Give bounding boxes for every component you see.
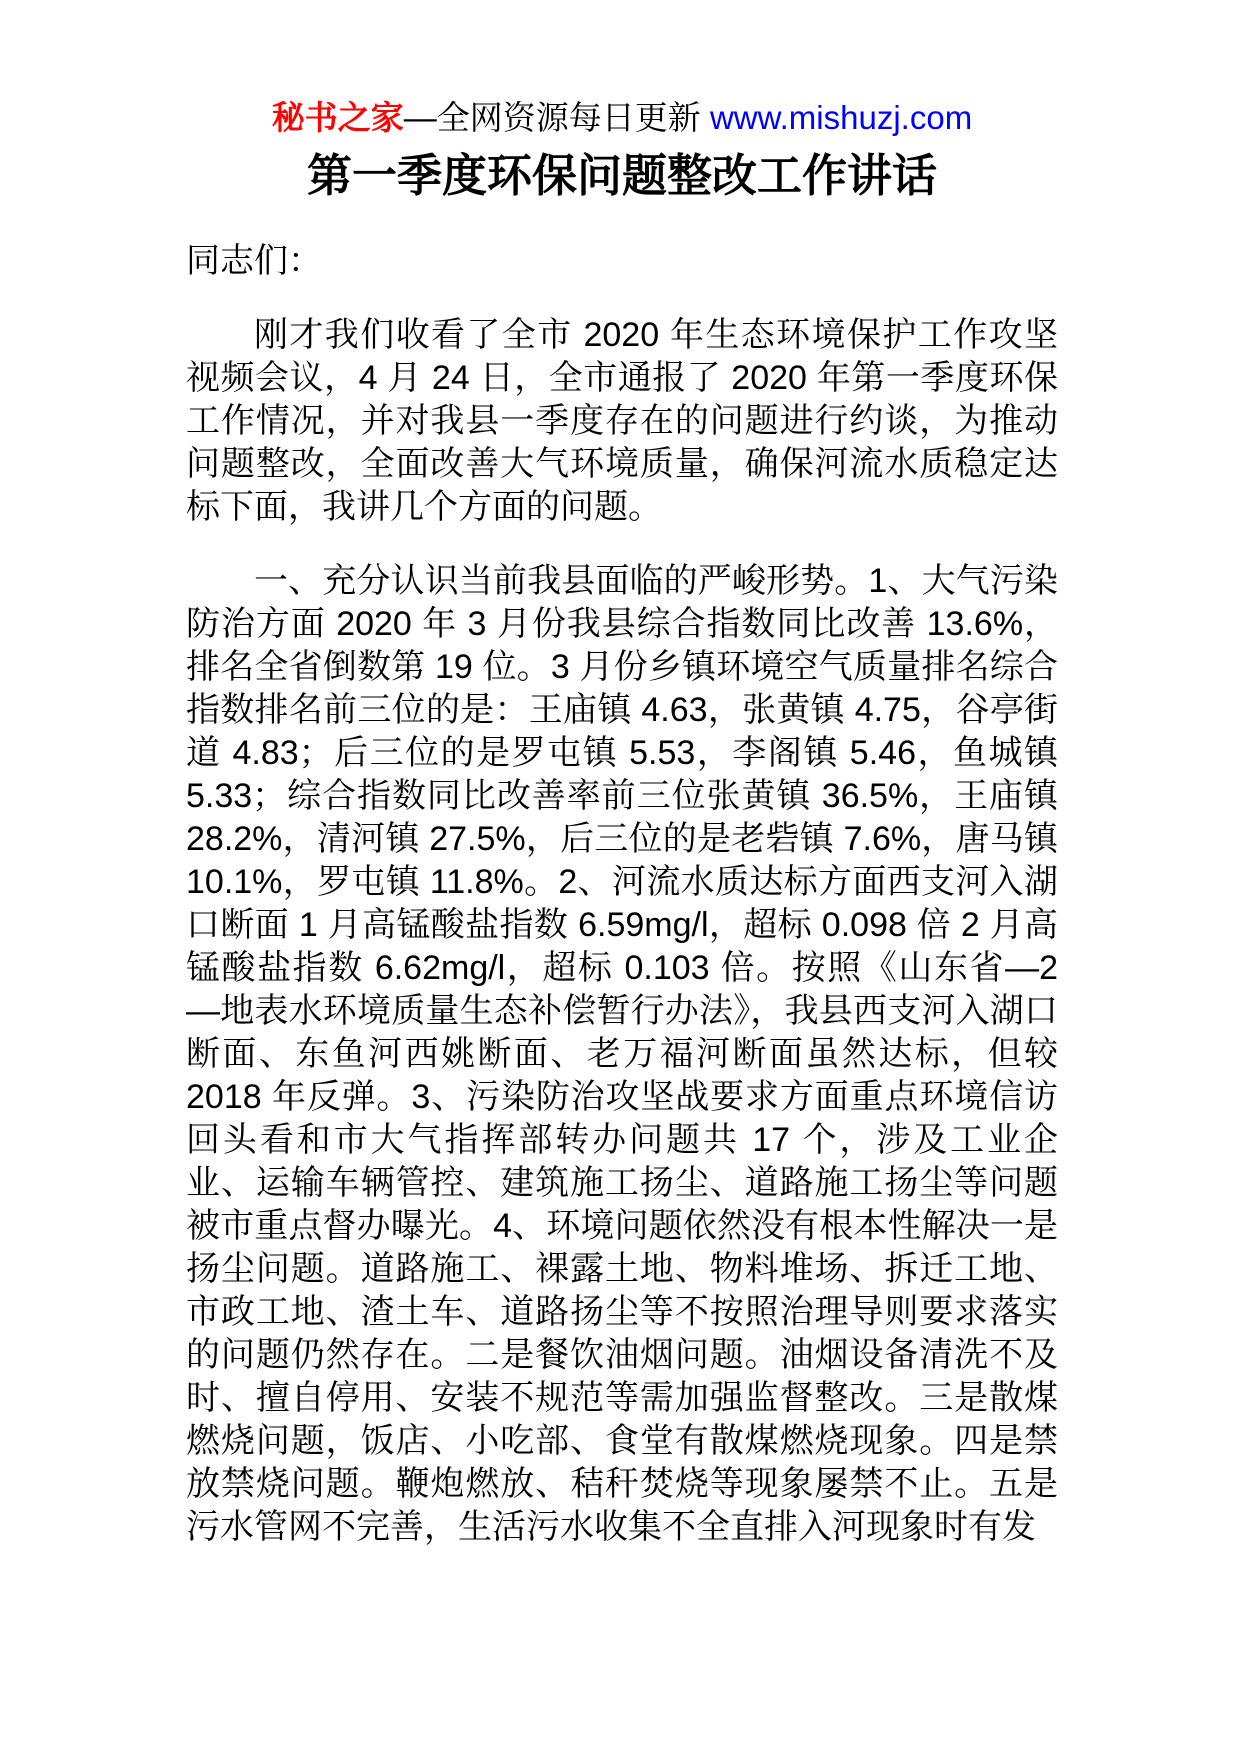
site-url-link[interactable]: www.mishuzj.com bbox=[709, 99, 973, 136]
body-paragraph-1: 刚才我们收看了全市 2020 年生态环境保护工作攻坚视频会议，4 月 24 日，全市通报了 2020 年第一季度环保工作情况，并对我县一季度存在的问题进行约谈，为推动问题整改，全面改善大气环境质量，确保河流水质稳定达标下面，我讲几个方面的问题。 bbox=[186, 316, 1058, 526]
site-header-tagline: —全网资源每日更新 bbox=[403, 99, 710, 136]
document-title: 第一季度环保问题整改工作讲话 bbox=[306, 150, 937, 201]
site-header bbox=[186, 96, 1058, 140]
site-brand: 秘书之家 bbox=[271, 99, 404, 136]
salutation: 同志们： bbox=[186, 242, 322, 280]
body-paragraph-2: 一、充分认识当前我县面临的严峻形势。1、大气污染防治方面 2020 年 3 月份我县综合指数同比改善 13.6%，排名全省倒数第 19 位。3 月份乡镇环境空气质量排名综合指数排名前三位的是：王庙镇 4.63，张黄镇 4.75，谷亭街道 4.83；后三位的是罗屯镇 5.53，李阁镇 5.46，鱼城镇 5.33；综合指数同比改善率前三位张黄镇 36.5%，王庙镇 28.2%，清河镇 27.5%，后三位的是老砦镇 7.6%，唐马镇 10.1%，罗屯镇 11.8%。2、河流水质达标方面西支河入湖口断面 1 月高锰酸盐指数 6.59mg/l，超标 0.098 倍 2 月高锰酸盐指数 6.62mg/l，超标 0.103 倍。按照《山东省—2—地表水环境质量生态补偿暂行办法》，我县西支河入湖口断面、东鱼河西姚断面、老万福河断面虽然达标，但较 2018 年反弹。3、污染防治攻坚战要求方面重点环境信访回头看和市大气指挥部转办问题共 17 个，涉及工业企业、运输车辆管控、建筑施工扬尘、道路施工扬尘等问题被市重点督办曝光。4、环境问题依然没有根本性解决一是扬尘问题。道路施工、裸露土地、物料堆场、拆迁工地、市政工地、渣土车、道路扬尘等不按照治理导则要求落实的问题仍然存在。二是餐饮油烟问题。油烟设备清洗不及时、擅自停用、安装不规范等需加强监督整改。三是散煤燃烧问题，饭店、小吃部、食堂有散煤燃烧现象。四是禁放禁烧问题。鞭炮燃放、秸秆焚烧等现象屡禁不止。五是污水管网不完善，生活污水收集不全直排入河现象时有发 bbox=[186, 562, 1058, 1546]
